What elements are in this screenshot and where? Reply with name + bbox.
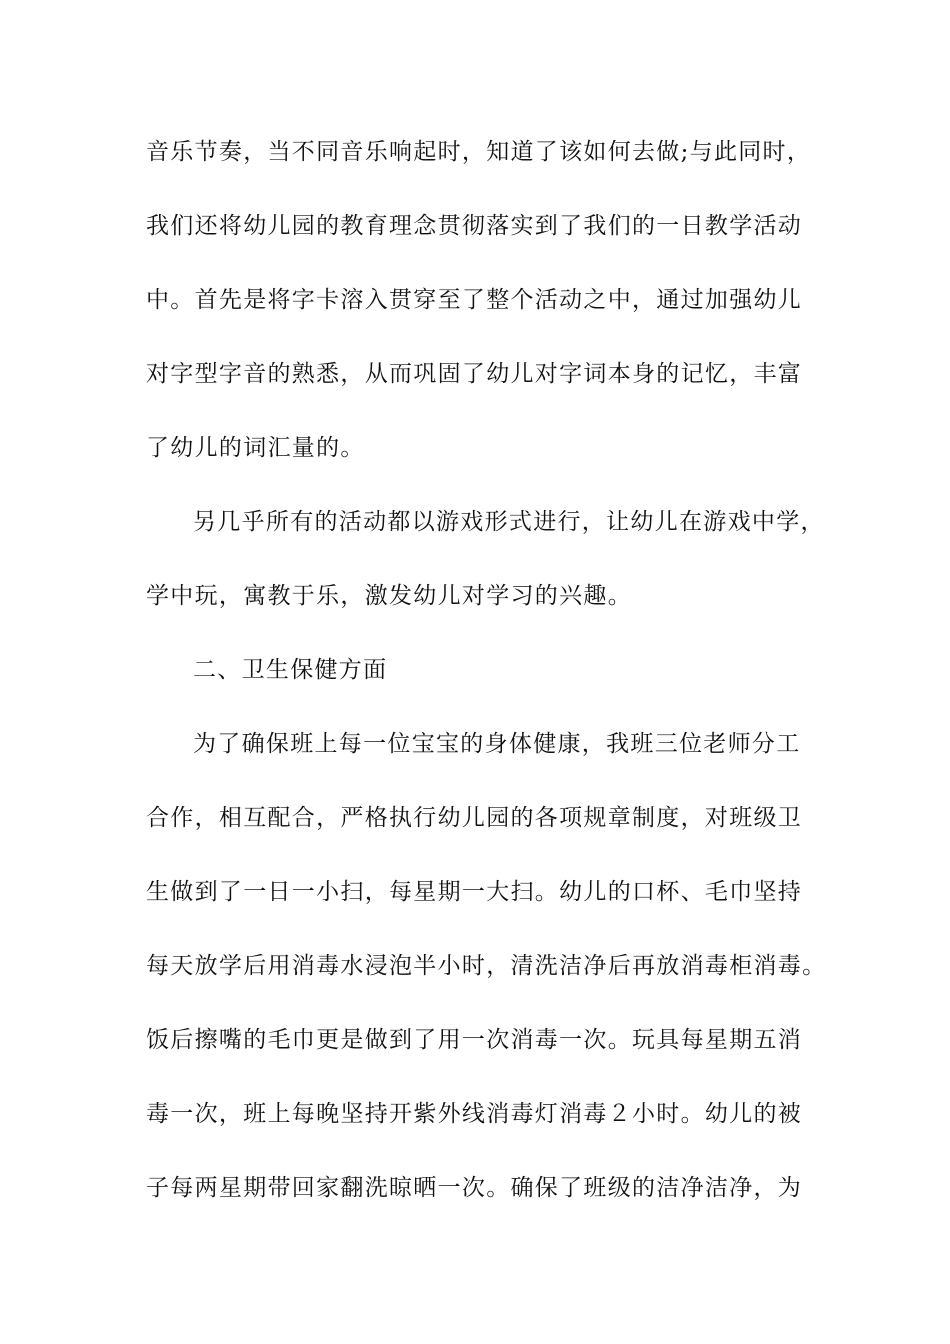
paragraph-first-line: 另几乎所有的活动都以游戏形式进行，让幼儿在游戏中学， [193, 509, 825, 535]
text-line: 毒一次，班上每晚坚持开紫外线消毒灯消毒２小时。幼儿的被 [146, 1101, 803, 1127]
text-line: 饭后擦嘴的毛巾更是做到了用一次消毒一次。玩具每星期五消 [146, 1027, 803, 1053]
text-line: 生做到了一日一小扫，每星期一大扫。幼儿的口杯、毛巾坚持 [146, 879, 803, 905]
text-line: 学中玩，寓教于乐，激发幼儿对学习的兴趣。 [146, 583, 632, 609]
text-line: 每天放学后用消毒水浸泡半小时，清洗洁净后再放消毒柜消毒。 [146, 953, 827, 979]
section-heading: 二、卫生保健方面 [193, 657, 388, 683]
text-line: 合作，相互配合，严格执行幼儿园的各项规章制度，对班级卫 [146, 805, 803, 831]
text-line: 了幼儿的词汇量的。 [146, 435, 365, 461]
text-line: 音乐节奏，当不同音乐响起时，知道了该如何去做;与此同时， [146, 139, 812, 165]
text-line: 中。首先是将字卡溶入贯穿至了整个活动之中，通过加强幼儿 [146, 287, 803, 313]
text-line: 子每两星期带回家翻洗晾晒一次。确保了班级的洁净洁净，为 [146, 1175, 803, 1201]
text-line: 对字型字音的熟悉，从而巩固了幼儿对字词本身的记忆，丰富 [146, 361, 803, 387]
paragraph-first-line: 为了确保班上每一位宝宝的身体健康，我班三位老师分工 [193, 731, 801, 757]
text-line: 我们还将幼儿园的教育理念贯彻落实到了我们的一日教学活动 [146, 213, 803, 239]
